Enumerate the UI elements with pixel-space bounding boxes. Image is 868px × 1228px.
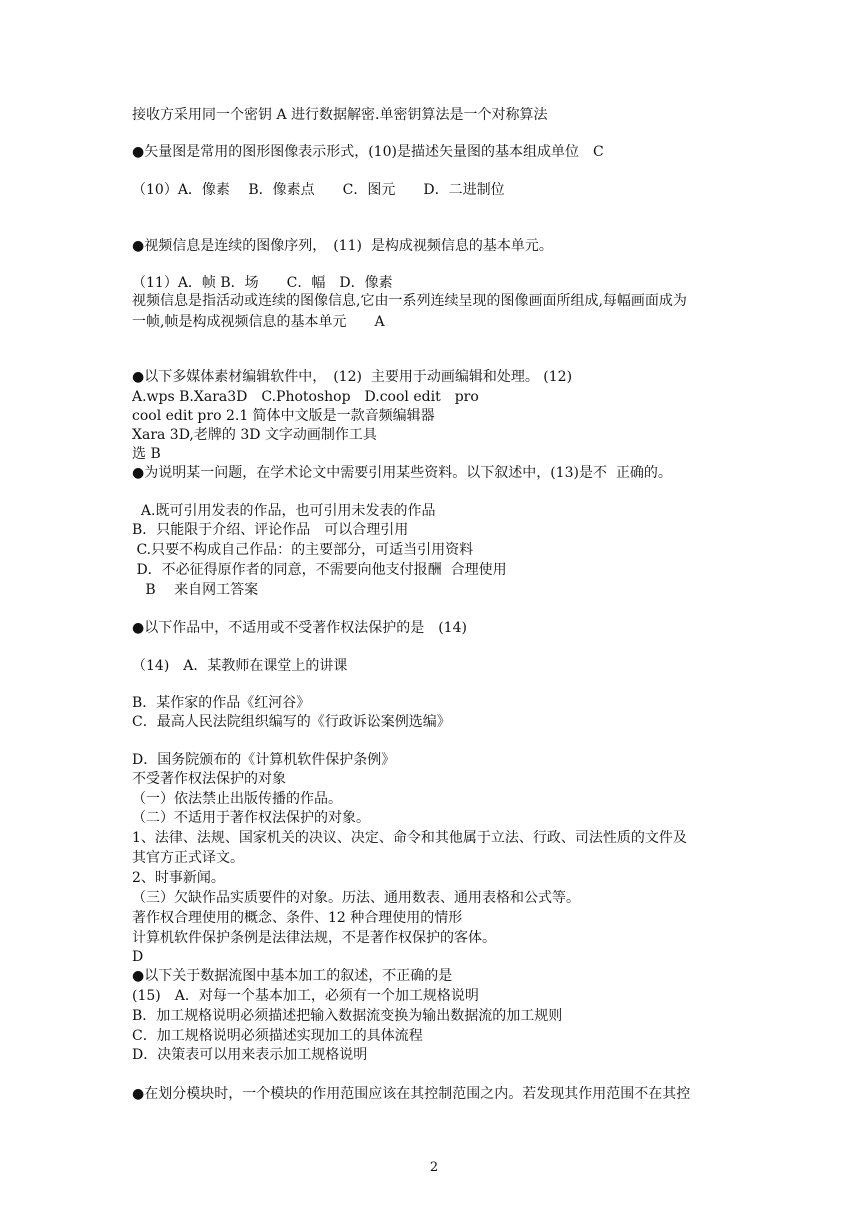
text-line: A.wps B.Xara3D C.Photoshop D.cool edit pro (132, 389, 479, 405)
text-line: （10）A．像素 B．像素点 C．图元 D．二进制位 (132, 182, 505, 198)
text-line: （三）欠缺作品实质要件的对象。历法、通用数表、通用表格和公式等。 (132, 890, 580, 906)
text-line: ●视频信息是连续的图像序列， (11) 是构成视频信息的基本单元。 (132, 238, 553, 254)
text-line: ●在划分模块时，一个模块的作用范围应该在其控制范围之内。若发现其作用范围不在其控 (132, 1086, 691, 1102)
text-line: cool edit pro 2.1 简体中文版是一款音频编辑器 (132, 408, 435, 424)
text-line: （二）不适用于著作权法保护的对象。 (132, 810, 370, 826)
text-line: (15) A．对每一个基本加工，必须有一个加工规格说明 (132, 988, 479, 1004)
text-line: （14) A．某教师在课堂上的讲课 (132, 658, 348, 674)
text-line: ●以下关于数据流图中基本加工的叙述，不正确的是 (132, 968, 453, 984)
text-line: B．只能限于介绍、评论作品 可以合理引用 (132, 522, 409, 538)
text-line: D (132, 949, 144, 965)
text-line: D．国务院颁布的《计算机软件保护条例》 (132, 752, 396, 768)
text-line: ●以下作品中，不适用或不受著作权法保护的是 (14) (132, 620, 467, 636)
text-line: 选 B (132, 446, 161, 462)
text-line: B．加工规格说明必须描述把输入数据流变换为输出数据流的加工规则 (132, 1008, 563, 1024)
text-line: 著作权合理使用的概念、条件、12 种合理使用的情形 (132, 910, 463, 926)
text-line: （一）依法禁止出版传播的作品。 (132, 791, 342, 807)
text-line: 接收方采用同一个密钥 A 进行数据解密.单密钥算法是一个对称算法 (132, 107, 548, 123)
text-line: D．决策表可以用来表示加工规格说明 (132, 1047, 368, 1063)
text-line: B 来自网工答案 (132, 582, 259, 598)
page-number: 2 (429, 1160, 439, 1175)
text-line: 其官方正式译文。 (132, 850, 244, 866)
text-line: 视频信息是指活动或连续的图像信息,它由一系列连续呈现的图像画面所组成,每幅画面成为 (132, 293, 687, 309)
text-line: 计算机软件保护条例是法律法规，不是著作权保护的客体。 (132, 930, 496, 946)
text-line: ●以下多媒体素材编辑软件中， (12) 主要用于动画编辑和处理。 (12) (132, 369, 573, 385)
text-line: C．加工规格说明必须描述实现加工的具体流程 (132, 1028, 423, 1044)
text-line: ●矢量图是常用的图形图像表示形式，(10)是描述矢量图的基本组成单位 C (132, 144, 604, 160)
text-line: 1、法律、法规、国家机关的决议、决定、命令和其他属于立法、行政、司法性质的文件及 (132, 830, 687, 846)
text-line: C．最高人民法院组织编写的《行政诉讼案例选编》 (132, 714, 451, 730)
text-line: （11）A．帧 B．场 C．幅 D．像素 (132, 275, 393, 291)
text-line: Xara 3D,老牌的 3D 文字动画制作工具 (132, 427, 377, 443)
text-line: C.只要不构成自己作品：的主要部分，可适当引用资料 (132, 542, 474, 558)
text-line: 2、时事新闻。 (132, 870, 225, 886)
text-line: ●为说明某一问题，在学术论文中需要引用某些资料。以下叙述中，(13)是不 正确的。 (132, 465, 672, 481)
text-line: 不受著作权法保护的对象 (132, 771, 286, 787)
text-line: 一帧,帧是构成视频信息的基本单元 A (132, 314, 385, 330)
text-line: A.既可引用发表的作品，也可引用未发表的作品 (132, 503, 436, 519)
text-line: D．不必征得原作者的同意，不需要向他支付报酬 合理使用 (132, 562, 507, 578)
text-line: B．某作家的作品《红河谷》 (132, 695, 311, 711)
